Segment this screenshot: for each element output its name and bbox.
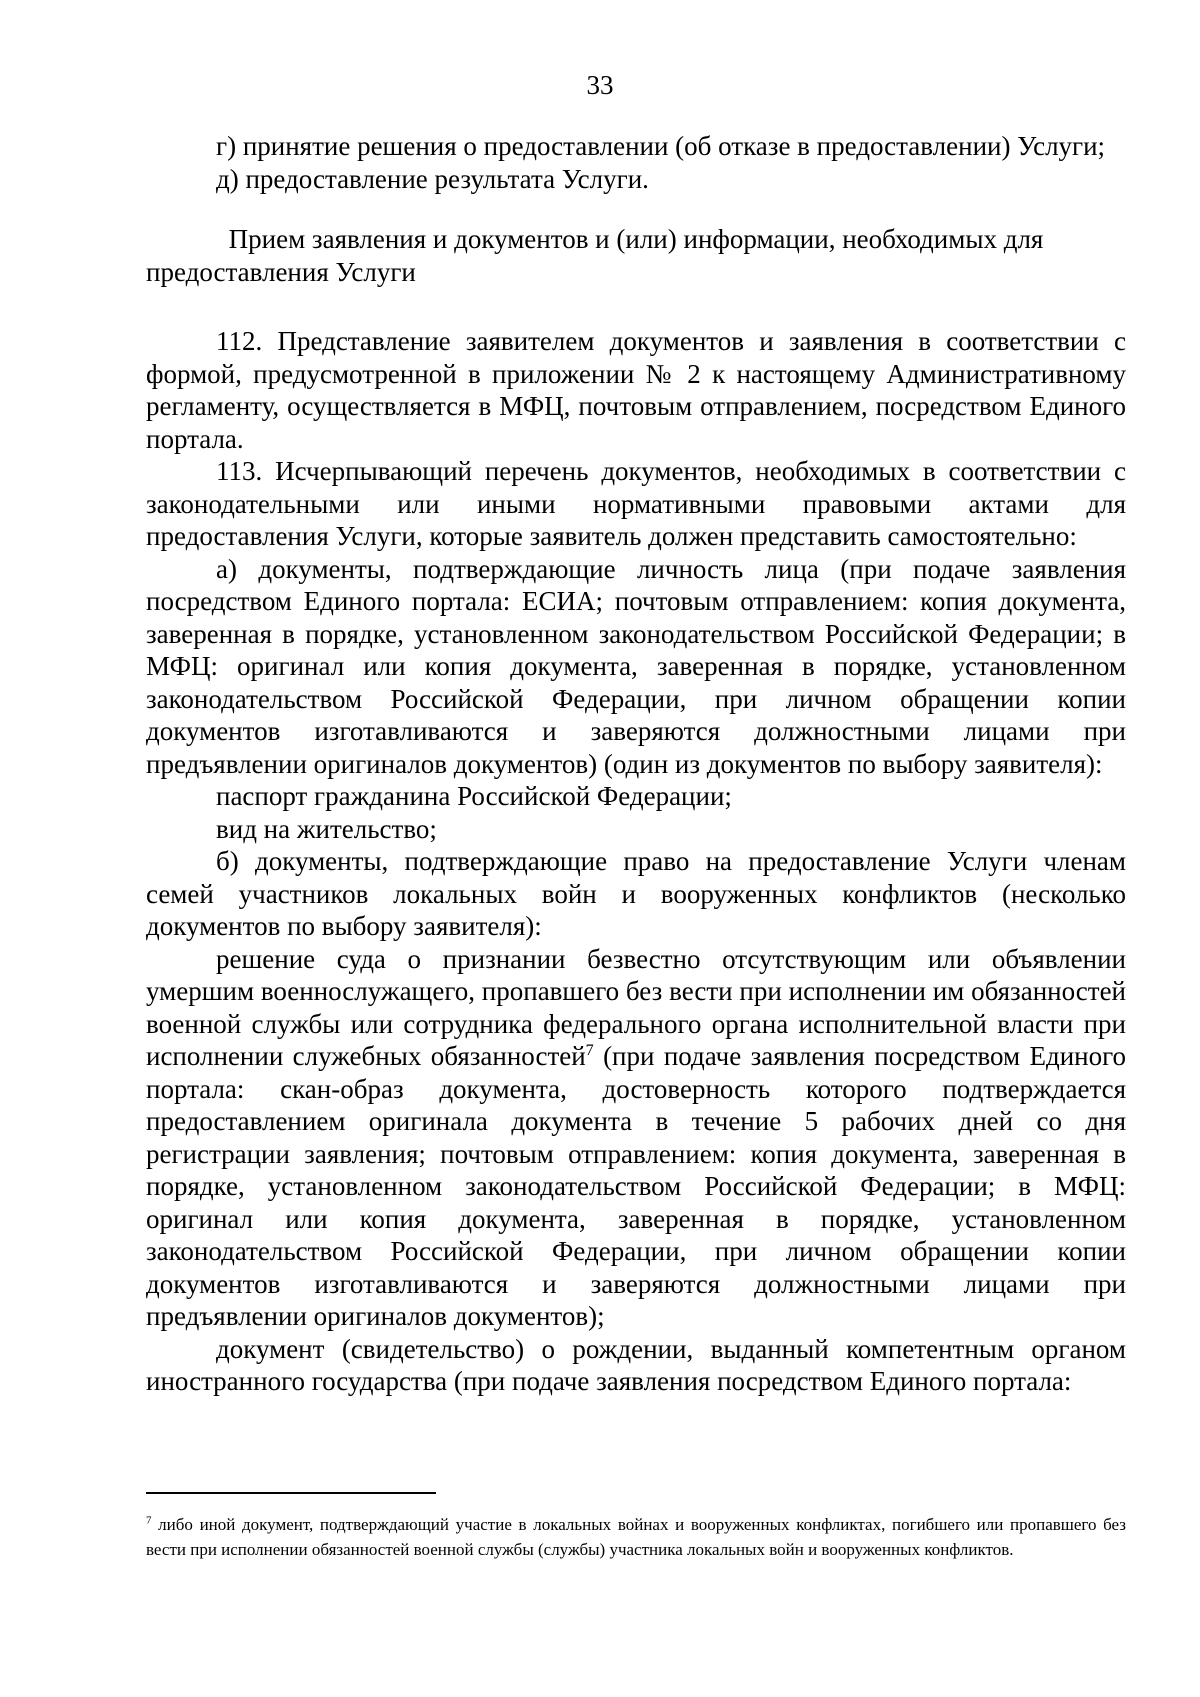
paragraph-a: а) документы, подтверждающие личность лица (при подаче заявления посредством Единого портала: ЕСИА; почтовым отправлением: копия документа, заверенная в порядке, установленном законодательством Российской Федерации; в МФЦ: оригинал или копия документа, заверенная в порядке, установленном законодательством Российской Федерации, при личном обращении копии документов изготавливаются и заверяются должностными лицами при предъявлении оригиналов документов) (один из документов по выбору заявителя): xyxy=(146,553,1126,779)
section-heading: Прием заявления и документов и (или) информации, необходимых для предоставления Услуги xyxy=(146,224,1044,287)
list-item-birth-certificate: документ (свидетельство) о рождении, выданный компетентным органом иностранного государства (при подаче заявления посредством Единого портала: xyxy=(146,1333,1126,1396)
paragraph-b: б) документы, подтверждающие право на предоставление Услуги членам семей участников локальных войн и вооруженных конфликтов (несколько документов по выбору заявителя): xyxy=(146,846,1126,941)
paragraph-112: 112. Представление заявителем документов и заявления в соответствии с формой, предусмотренной в приложении № 2 к настоящему Административному регламенту, осуществляется в МФЦ, почтовым отправлением, посредством Единого портала. xyxy=(146,326,1126,454)
page-number: 33 xyxy=(586,70,614,100)
paragraph-d: д) предоставление результата Услуги. xyxy=(216,163,649,194)
footnote-marker: 7 xyxy=(146,1514,152,1527)
court-decision-text-continued: (при подаче заявления посредством Единого портала: скан-образ документа, достоверность которого подтверждается предоставлением оригинала документа в течение 5 рабочих дней со дня регистрации заявления; почтовым отправлением: копия документа, заверенная в порядке, установленном законодательством Российской Федерации; в МФЦ: оригинал или копия документа, заверенная в порядке, установленном законодательством Российской Федерации, при личном обращении копии документов изготавливаются и заверяются должностными лицами при предъявлении оригиналов документов); xyxy=(146,1041,1127,1331)
footnote-text: либо иной документ, подтверждающий участие в локальных войнах и вооруженных конфликтах, погибшего или пропавшего без вести при исполнении обязанностей военной службы (службы) участника локальных войн и вооруженных конфликтов. xyxy=(146,1515,1127,1559)
list-item-court-decision xyxy=(146,943,1126,1333)
paragraph-g: г) принятие решения о предоставлении (об отказе в предоставлении) Услуги; xyxy=(216,131,1106,161)
paragraph-113: 113. Исчерпывающий перечень документов, необходимых в соответствии с законодательными или иными нормативными правовыми актами для предоставления Услуги, которые заявитель должен представить самостоятельно: xyxy=(146,456,1126,551)
list-item-passport: паспорт гражданина Российской Федерации; xyxy=(216,781,732,811)
court-decision-text: решение суда о признании безвестно отсутствующим или объявлении умершим военнослужащего, пропавшего без вести при исполнении им обязанностей военной службы или сотрудника федерального органа исполнительной власти при исполнении служебных обязанностей xyxy=(146,943,1126,1071)
document-body xyxy=(146,130,1126,1398)
footnote xyxy=(146,1512,1126,1562)
footnote-divider xyxy=(146,1492,436,1494)
footnote-reference[interactable]: 7 xyxy=(585,1042,594,1059)
list-item-residence-permit: вид на жительство; xyxy=(216,813,437,844)
